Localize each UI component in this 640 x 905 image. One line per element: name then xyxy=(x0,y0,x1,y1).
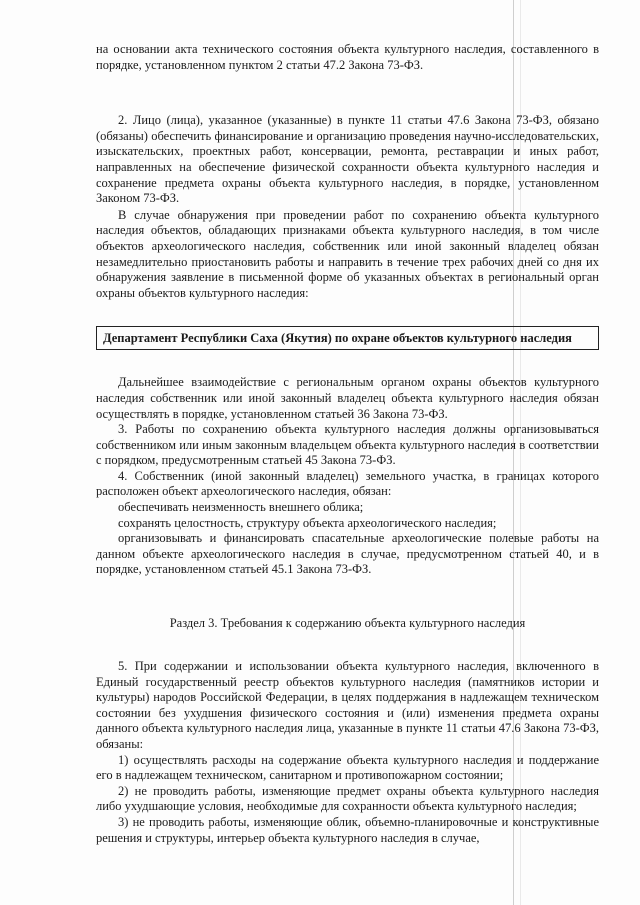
paragraph-further-interaction: Дальнейшее взаимодействие с региональным органом охраны объектов культурного наследия собственник или иной законный владелец объекта культурного наследия обязан осуществлять в порядке, установленном статьей 36 Закона 73-ФЗ. xyxy=(96,375,599,421)
document-body xyxy=(96,42,599,846)
paragraph-5-item-2: 2) не проводить работы, изменяющие предмет охраны объекта культурного наследия либо ухудшающие условия, необходимые для сохранности объекта культурного наследия; xyxy=(96,783,599,814)
section-3-title: Раздел 3. Требования к содержанию объекта культурного наследия xyxy=(169,616,526,631)
paragraph-4-item-c: организовывать и финансировать спасательные археологические полевые работы на данном объекте археологического наследия в случае, предусмотренном статьей 40, и в порядке, установленном статьей 45.1 Закона 73-ФЗ. xyxy=(96,531,599,577)
department-box: Департамент Республики Саха (Якутия) по охране объектов культурного наследия xyxy=(96,326,599,350)
paragraph-5-item-3: 3) не проводить работы, изменяющие облик, объемно-планировочные и конструктивные решения и структуры, интерьер объекта культурного наследия в случае, xyxy=(96,814,599,845)
paragraph-4-item-b: сохранять целостность, структуру объекта археологического наследия; xyxy=(118,515,497,530)
paragraph-4: 4. Собственник (иной законный владелец) земельного участка, в границах которого расположен объект археологического наследия, обязан: xyxy=(96,468,599,499)
paragraph-2: 2. Лицо (лица), указанное (указанные) в пункте 11 статьи 47.6 Закона 73-ФЗ, обязано (обязаны) обеспечить финансирование и организацию проведения научно-исследовательских, изыскательских, проектных работ, консервации, ремонта, реставрации и иных работ, направленных на обеспечение физической сохранности объекта культурного наследия и сохранение предмета охраны объекта культурного наследия, в порядке, установленном Законом 73-ФЗ. xyxy=(96,113,599,206)
paragraph-5: 5. При содержании и использовании объекта культурного наследия, включенного в Единый государственный реестр объектов культурного наследия (памятников истории и культуры) народов Российской Федерации, в целях поддержания в надлежащем техническом состоянии без ухудшения физического состояния и (или) изменения предмета охраны данного объекта культурного наследия лица, указанные в пункте 11 статьи 47.6 Закона 73-ФЗ, обязаны: xyxy=(96,659,599,751)
paragraph-5-item-1: 1) осуществлять расходы на содержание объекта культурного наследия и поддержание его в надлежащем техническом, санитарном и противопожарном состоянии; xyxy=(96,752,599,783)
paragraph-discovery: В случае обнаружения при проведении работ по сохранению объекта культурного наследия объектов, обладающих признаками объекта культурного наследия, в том числе объектов археологического наследия, собственник или иной законный владелец обязан незамедлительно приостановить работы и направить в течение трех рабочих дней со дня их обнаружения заявление в письменной форме об указанных объектах в региональный орган охраны объектов культурного наследия: xyxy=(96,207,599,300)
paragraph-4-item-a: обеспечивать неизменность внешнего облика; xyxy=(118,500,364,515)
paragraph-intro: на основании акта технического состояния объекта культурного наследия, составленного в порядке, установленном пунктом 2 статьи 47.2 Закона 73-ФЗ. xyxy=(96,42,599,72)
paragraph-3: 3. Работы по сохранению объекта культурного наследия должны организовываться собственником или иным законным владельцем объекта культурного наследия в соответствии с порядком, предусмотренным статьей 45 Закона 73-ФЗ. xyxy=(96,422,599,468)
